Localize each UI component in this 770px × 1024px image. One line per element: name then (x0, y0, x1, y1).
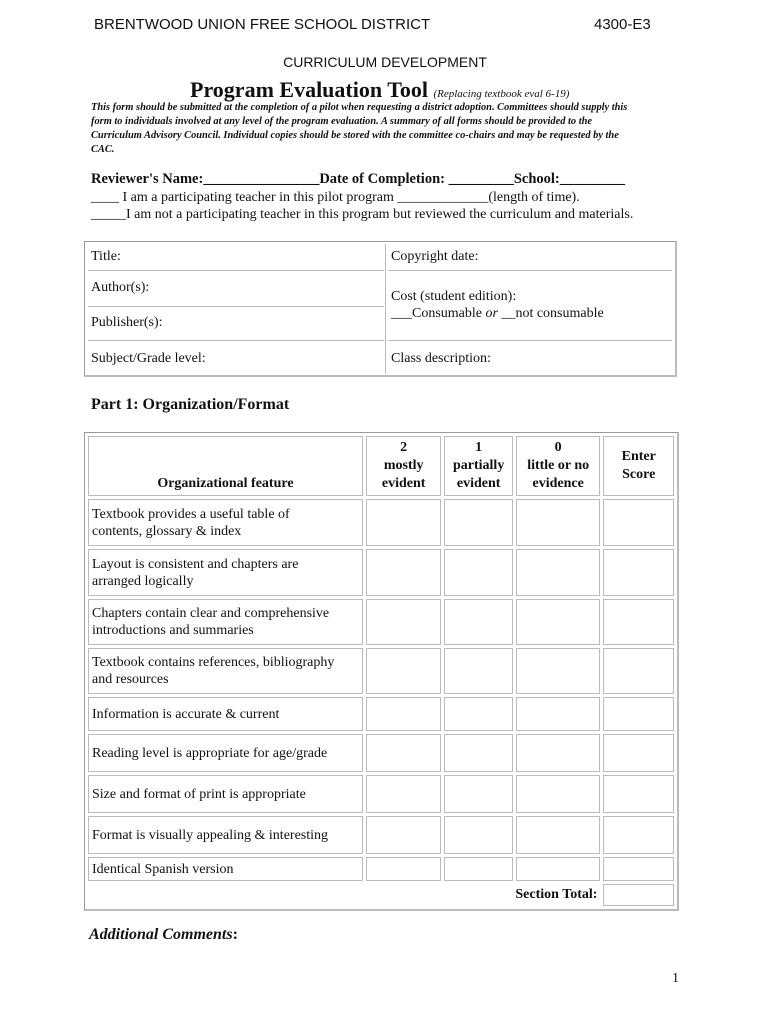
cost-field[interactable]: Cost (student edition): (391, 289, 517, 304)
score-cell[interactable] (603, 734, 674, 772)
rating-1-cell[interactable] (444, 549, 512, 596)
feature-label: Reading level is appropriate for age/grade (88, 734, 363, 772)
score-cell[interactable] (603, 599, 674, 645)
table-row (88, 775, 674, 813)
non-participating-teacher-option[interactable]: _____I am not a participating teacher in this program but reviewed the curriculum and materials. (91, 207, 634, 222)
table-row (88, 857, 674, 881)
table-row (88, 697, 674, 731)
feature-label: Size and format of print is appropriate (88, 775, 363, 813)
rating-1-cell[interactable] (444, 816, 512, 854)
feature-label: Layout is consistent and chapters are arranged logically (88, 549, 363, 596)
table-row (88, 734, 674, 772)
title-main: Program Evaluation Tool (190, 77, 428, 102)
subject-grade-field[interactable]: Subject/Grade level: (91, 351, 206, 366)
col-header-2-mostly-evident: 2 mostly evident (366, 436, 442, 496)
consumable-suffix: __not consumable (497, 306, 604, 321)
page-title (190, 77, 569, 103)
feature-label: Textbook contains references, bibliography and resources (88, 648, 363, 694)
score-cell[interactable] (603, 816, 674, 854)
table-row (88, 816, 674, 854)
section-total-label: Section Total: (515, 887, 598, 902)
document-code: 4300-E3 (594, 16, 651, 33)
table-row (88, 549, 674, 596)
feature-label: Textbook provides a useful table of contents, glossary & index (88, 499, 363, 546)
section-total-row (88, 884, 674, 906)
score-cell[interactable] (603, 697, 674, 731)
score-cell[interactable] (603, 499, 674, 546)
copyright-date-field[interactable]: Copyright date: (391, 249, 479, 264)
department-heading: CURRICULUM DEVELOPMENT (283, 54, 487, 70)
consumable-prefix: ___Consumable (391, 306, 486, 321)
score-cell[interactable] (603, 857, 674, 881)
instructions-line: CAC. (91, 144, 115, 155)
score-cell[interactable] (603, 775, 674, 813)
rating-2-cell[interactable] (366, 697, 442, 731)
class-description-field[interactable]: Class description: (391, 351, 491, 366)
rating-2-cell[interactable] (366, 734, 442, 772)
rating-0-cell[interactable] (516, 775, 601, 813)
rating-0-cell[interactable] (516, 648, 601, 694)
district-name: BRENTWOOD UNION FREE SCHOOL DISTRICT (94, 16, 431, 33)
rating-1-cell[interactable] (444, 648, 512, 694)
organization-format-table (84, 432, 679, 911)
rating-1-cell[interactable] (444, 775, 512, 813)
rating-1-cell[interactable] (444, 599, 512, 645)
instructions-line: form to individuals involved at any level of the program evaluation. A summary of all forms should be provided to the (91, 116, 592, 127)
rating-2-cell[interactable] (366, 549, 442, 596)
score-cell[interactable] (603, 549, 674, 596)
feature-label: Identical Spanish version (88, 857, 363, 881)
rating-1-cell[interactable] (444, 499, 512, 546)
rating-2-cell[interactable] (366, 599, 442, 645)
rating-0-cell[interactable] (516, 599, 601, 645)
rating-0-cell[interactable] (516, 697, 601, 731)
col-header-1-partially-evident: 1 partially evident (444, 436, 512, 496)
feature-label: Format is visually appealing & interesting (88, 816, 363, 854)
instructions (91, 101, 683, 157)
rating-2-cell[interactable] (366, 499, 442, 546)
rating-2-cell[interactable] (366, 775, 442, 813)
publishers-field[interactable]: Publisher(s): (91, 315, 163, 330)
rating-2-cell[interactable] (366, 816, 442, 854)
col-header-0-little-evidence: 0 little or no evidence (516, 436, 601, 496)
col-header-feature: Organizational feature (88, 436, 363, 496)
additional-comments-label: Additional Comments: (89, 926, 238, 943)
rating-0-cell[interactable] (516, 816, 601, 854)
part1-title: Part 1: Organization/Format (91, 396, 290, 413)
title-field[interactable]: Title: (91, 249, 121, 264)
title-note: (Replacing textbook eval 6-19) (433, 88, 570, 100)
rating-0-cell[interactable] (516, 734, 601, 772)
rating-0-cell[interactable] (516, 857, 601, 881)
instructions-line: Curriculum Advisory Council. Individual copies should be stored with the committee co-chairs and may be requested by the (91, 130, 619, 141)
table-row (88, 499, 674, 546)
rating-2-cell[interactable] (366, 648, 442, 694)
rating-1-cell[interactable] (444, 857, 512, 881)
table-header-row (88, 436, 674, 496)
rating-1-cell[interactable] (444, 697, 512, 731)
consumable-or: or (485, 306, 498, 321)
table-row (88, 648, 674, 694)
feature-label: Chapters contain clear and comprehensive introductions and summaries (88, 599, 363, 645)
rating-0-cell[interactable] (516, 549, 601, 596)
participating-teacher-option[interactable]: ____ I am a participating teacher in this pilot program _____________(length of time). (91, 190, 580, 205)
table-row (88, 599, 674, 645)
rating-0-cell[interactable] (516, 499, 601, 546)
feature-label: Information is accurate & current (88, 697, 363, 731)
section-total-cell[interactable] (603, 884, 674, 906)
rating-1-cell[interactable] (444, 734, 512, 772)
program-info-box (84, 241, 677, 377)
rating-2-cell[interactable] (366, 857, 442, 881)
col-header-enter-score: Enter Score (603, 436, 674, 496)
page-number: 1 (672, 971, 679, 986)
consumable-option[interactable] (391, 305, 604, 322)
score-cell[interactable] (603, 648, 674, 694)
authors-field[interactable]: Author(s): (91, 280, 150, 295)
reviewer-info-line[interactable]: Reviewer's Name:________________Date of Completion: _________School:_________ (91, 171, 626, 187)
instructions-line: This form should be submitted at the completion of a pilot when requesting a district adoption. Committees should supply this (91, 102, 628, 113)
